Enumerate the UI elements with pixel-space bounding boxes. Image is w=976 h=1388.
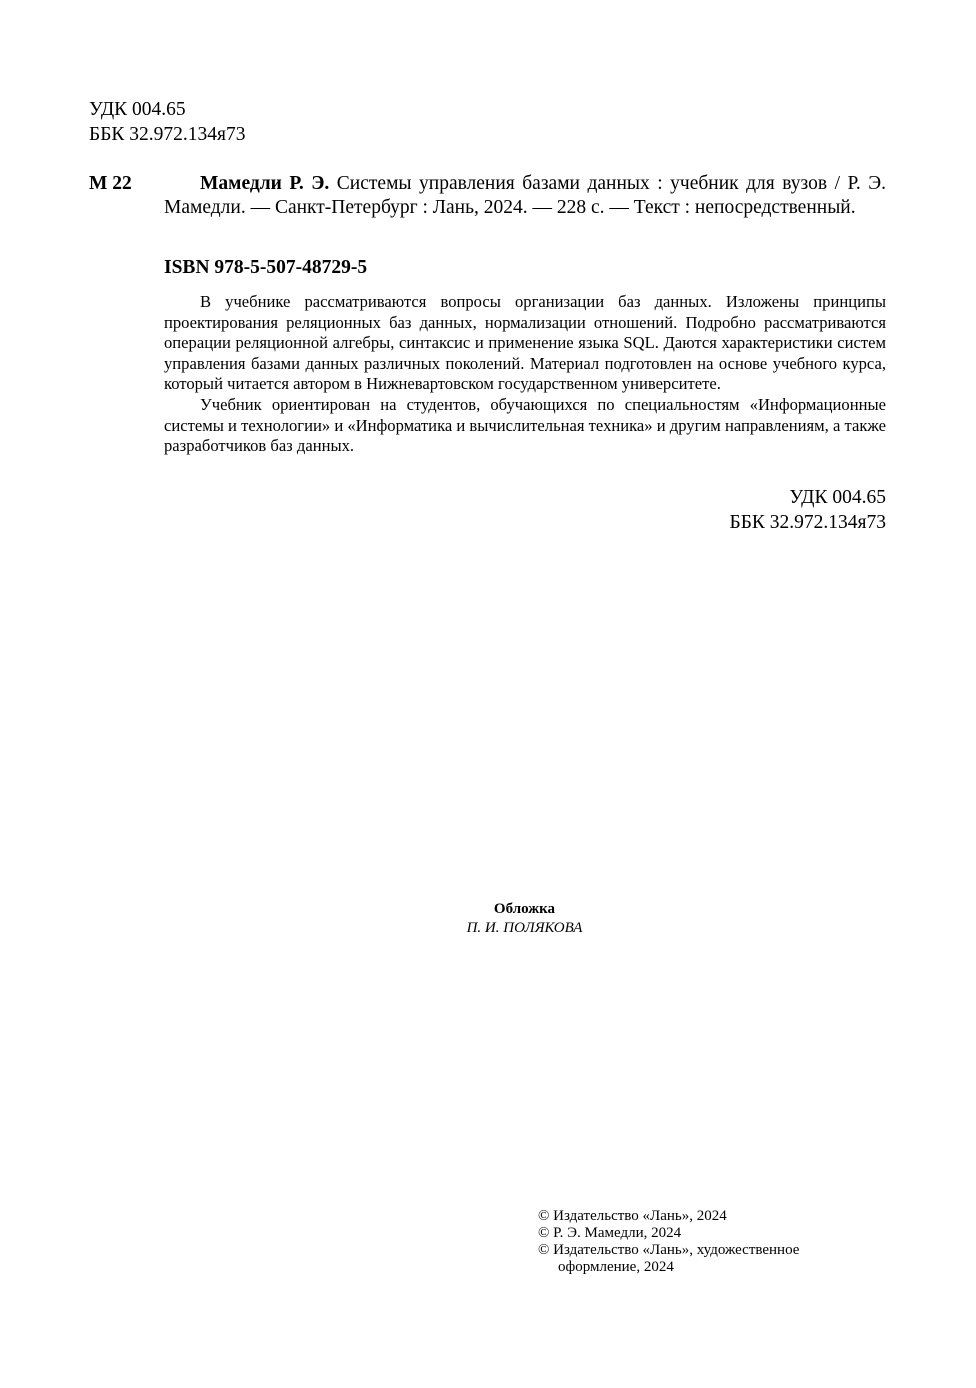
udk-code: УДК 004.65 xyxy=(789,487,886,508)
abstract xyxy=(164,292,886,457)
udk-code: УДК 004.65 xyxy=(89,99,186,120)
abstract-paragraph: В учебнике рассматриваются вопросы организации баз данных. Изложены принципы проектирования реляционных баз данных, нормализации отношений. Подробно рассматриваются операции реляционной алгебры, синтаксис и применение языка SQL. Даются характеристики систем управления базами данных различных поколений. Материал подготовлен на основе учебного курса, который читается автором в Нижневартовском государственном университете. xyxy=(164,292,886,394)
classification-block xyxy=(89,97,246,147)
author-name: Мамедли Р. Э. xyxy=(200,173,330,194)
cover-designer-name: П. И. ПОЛЯКОВА xyxy=(466,920,583,936)
copyright-line: © Р. Э. Мамедли, 2024 xyxy=(538,1225,682,1241)
copyright-line: © Издательство «Лань», художественное xyxy=(538,1242,800,1258)
copyright-line: © Издательство «Лань», 2024 xyxy=(538,1208,727,1224)
copyright-block xyxy=(538,1208,799,1276)
cover-credit xyxy=(0,900,976,938)
bibliographic-description xyxy=(164,172,886,220)
abstract-paragraph: Учебник ориентирован на студентов, обучающихся по специальностям «Информационные системы и технологии» и «Информатика и вычислительная техника» и другим направлениям, а также разработчиков баз данных. xyxy=(164,394,886,456)
author-mark: М 22 xyxy=(89,173,132,194)
description-text: Системы управления базами данных : учебник для вузов / Р. Э. Мамедли. — Санкт-Петербург : Лань, 2024. — 228 с. — Текст : непосредственный. xyxy=(164,173,887,218)
copyright-line-continuation: оформление, 2024 xyxy=(558,1259,674,1275)
bibliographic-entry xyxy=(89,172,886,220)
cover-credit-title: Обложка xyxy=(493,901,556,917)
bbk-code: ББК 32.972.134я73 xyxy=(729,512,886,533)
bbk-code: ББК 32.972.134я73 xyxy=(89,124,246,145)
isbn: ISBN 978-5-507-48729-5 xyxy=(164,257,368,278)
classification-block-right xyxy=(730,485,887,535)
